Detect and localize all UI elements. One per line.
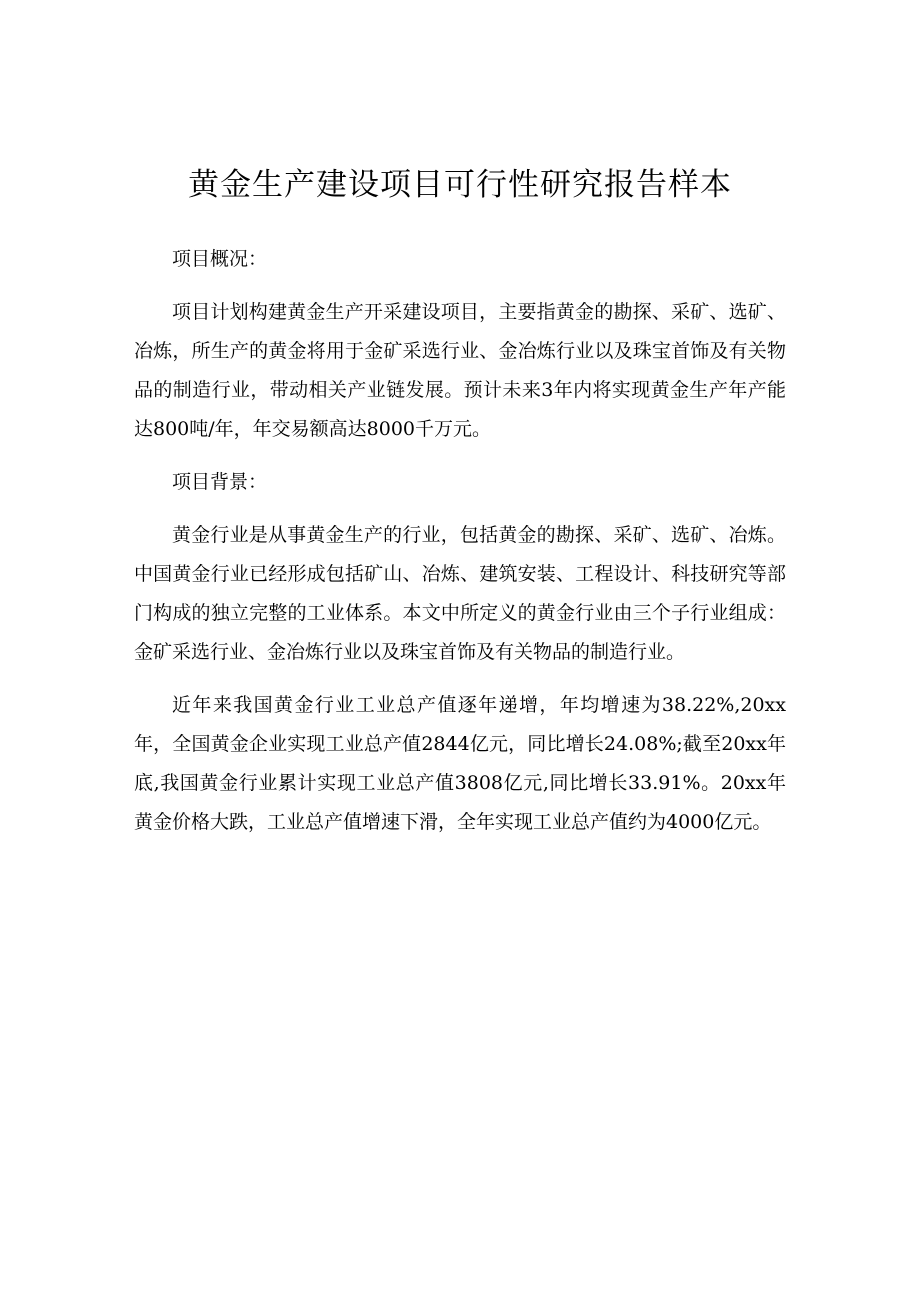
- section-heading-overview: 项目概况：: [172, 248, 268, 270]
- paragraph-industry: 黄金行业是从事黄金生产的行业，包括黄金的勘探、采矿、选矿、冶炼。中国黄金行业已经形成包括矿山、冶炼、建筑安装、工程设计、科技研究等部门构成的独立完整的工业体系。本文中所定义的黄金行业由三个子行业组成：金矿采选行业、金冶炼行业以及珠宝首饰及有关物品的制造行业。: [134, 524, 786, 663]
- section-background: [134, 463, 786, 842]
- document-title: 黄金生产建设项目可行性研究报告样本: [188, 167, 732, 203]
- section-heading-background: 项目背景：: [172, 471, 268, 493]
- section-overview: [134, 240, 786, 449]
- paragraph-output-value: 近年来我国黄金行业工业总产值逐年递增，年均增速为38.22%,20xx年，全国黄金企业实现工业总产值2844亿元，同比增长24.08%;截至20xx年底,我国黄金行业累计实现工业总产值3808亿元,同比增长33.91%。20xx年黄金价格大跌，工业总产值增速下滑，全年实现工业总产值约为4000亿元。: [134, 694, 786, 833]
- document-body: [134, 240, 786, 856]
- paragraph-overview: 项目计划构建黄金生产开采建设项目，主要指黄金的勘探、采矿、选矿、冶炼，所生产的黄金将用于金矿采选行业、金冶炼行业以及珠宝首饰及有关物品的制造行业，带动相关产业链发展。预计未来3年内将实现黄金生产年产能达800吨/年，年交易额高达8000千万元。: [134, 301, 786, 440]
